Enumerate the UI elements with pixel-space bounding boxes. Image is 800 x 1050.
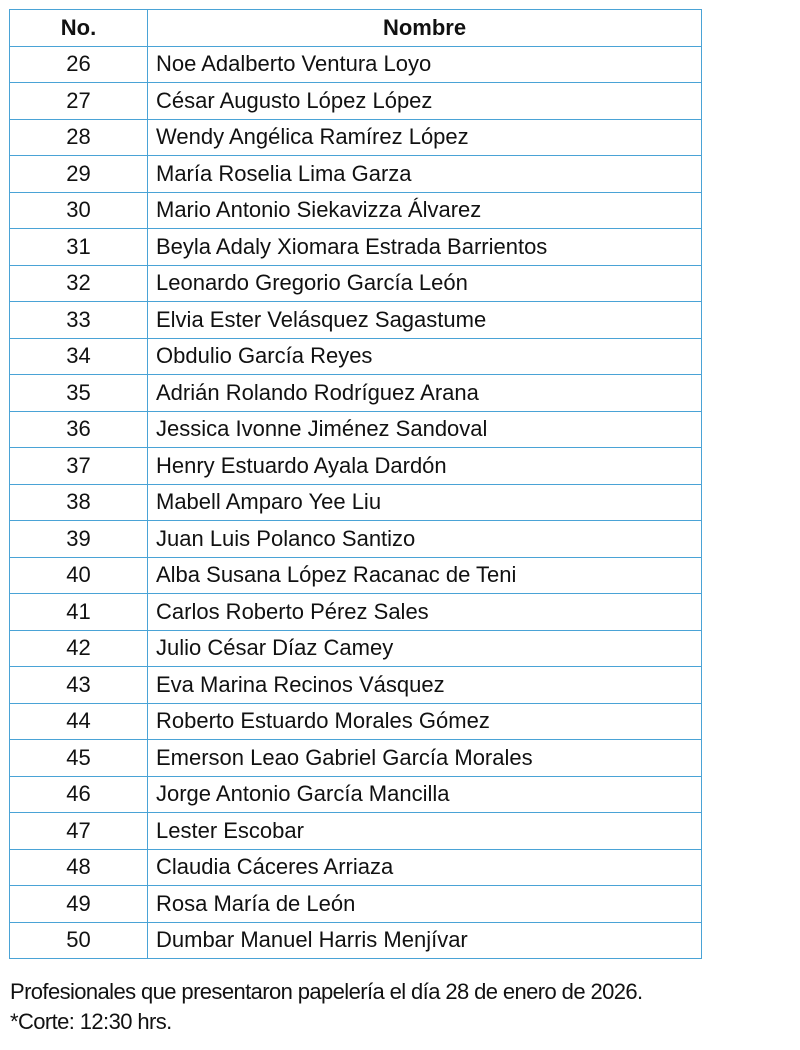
table-row xyxy=(10,886,702,923)
row-name: Eva Marina Recinos Vásquez xyxy=(148,667,702,704)
row-number: 46 xyxy=(10,776,148,813)
row-name: Jessica Ivonne Jiménez Sandoval xyxy=(148,411,702,448)
row-name: Elvia Ester Velásquez Sagastume xyxy=(148,302,702,339)
row-name: Leonardo Gregorio García León xyxy=(148,265,702,302)
row-number: 40 xyxy=(10,557,148,594)
row-number: 38 xyxy=(10,484,148,521)
table-row xyxy=(10,776,702,813)
table-row xyxy=(10,484,702,521)
row-name: Emerson Leao Gabriel García Morales xyxy=(148,740,702,777)
row-number: 34 xyxy=(10,338,148,375)
table-row xyxy=(10,740,702,777)
table-row xyxy=(10,922,702,959)
table-row xyxy=(10,265,702,302)
table-row xyxy=(10,411,702,448)
row-name: Alba Susana López Racanac de Teni xyxy=(148,557,702,594)
table-row xyxy=(10,83,702,120)
row-number: 44 xyxy=(10,703,148,740)
row-name: César Augusto López López xyxy=(148,83,702,120)
row-number: 48 xyxy=(10,849,148,886)
table-row xyxy=(10,521,702,558)
row-name: Wendy Angélica Ramírez López xyxy=(148,119,702,156)
row-name: Carlos Roberto Pérez Sales xyxy=(148,594,702,631)
table-row xyxy=(10,448,702,485)
row-name: Claudia Cáceres Arriaza xyxy=(148,849,702,886)
row-name: Juan Luis Polanco Santizo xyxy=(148,521,702,558)
row-number: 35 xyxy=(10,375,148,412)
row-number: 50 xyxy=(10,922,148,959)
table-header-row xyxy=(10,10,702,47)
row-number: 27 xyxy=(10,83,148,120)
row-name: Obdulio García Reyes xyxy=(148,338,702,375)
table-row xyxy=(10,119,702,156)
row-name: Jorge Antonio García Mancilla xyxy=(148,776,702,813)
table-row xyxy=(10,229,702,266)
row-name: Beyla Adaly Xiomara Estrada Barrientos xyxy=(148,229,702,266)
table-row xyxy=(10,813,702,850)
row-name: Lester Escobar xyxy=(148,813,702,850)
row-number: 31 xyxy=(10,229,148,266)
row-number: 39 xyxy=(10,521,148,558)
row-number: 47 xyxy=(10,813,148,850)
professionals-table xyxy=(9,9,702,959)
row-number: 49 xyxy=(10,886,148,923)
row-number: 26 xyxy=(10,46,148,83)
row-number: 32 xyxy=(10,265,148,302)
table-row xyxy=(10,849,702,886)
table-row xyxy=(10,302,702,339)
row-name: Henry Estuardo Ayala Dardón xyxy=(148,448,702,485)
footer-cutoff: *Corte: 12:30 hrs. xyxy=(10,1009,172,1034)
row-name: Dumbar Manuel Harris Menjívar xyxy=(148,922,702,959)
row-number: 42 xyxy=(10,630,148,667)
row-name: Mabell Amparo Yee Liu xyxy=(148,484,702,521)
table-row xyxy=(10,46,702,83)
table-row xyxy=(10,667,702,704)
table-row xyxy=(10,338,702,375)
row-name: Mario Antonio Siekavizza Álvarez xyxy=(148,192,702,229)
row-name: Julio César Díaz Camey xyxy=(148,630,702,667)
row-number: 43 xyxy=(10,667,148,704)
row-number: 28 xyxy=(10,119,148,156)
row-name: Noe Adalberto Ventura Loyo xyxy=(148,46,702,83)
row-number: 29 xyxy=(10,156,148,193)
table-row xyxy=(10,630,702,667)
table-row xyxy=(10,156,702,193)
row-number: 45 xyxy=(10,740,148,777)
row-number: 37 xyxy=(10,448,148,485)
row-number: 33 xyxy=(10,302,148,339)
row-number: 36 xyxy=(10,411,148,448)
table-row xyxy=(10,557,702,594)
table-row xyxy=(10,703,702,740)
row-number: 41 xyxy=(10,594,148,631)
row-name: Rosa María de León xyxy=(148,886,702,923)
row-name: Roberto Estuardo Morales Gómez xyxy=(148,703,702,740)
header-no: No. xyxy=(10,10,148,47)
table-row xyxy=(10,192,702,229)
row-name: María Roselia Lima Garza xyxy=(148,156,702,193)
header-name: Nombre xyxy=(148,10,702,47)
row-number: 30 xyxy=(10,192,148,229)
row-name: Adrián Rolando Rodríguez Arana xyxy=(148,375,702,412)
table-row xyxy=(10,594,702,631)
footer-note: Profesionales que presentaron papelería el día 28 de enero de 2026. xyxy=(10,979,643,1004)
table-row xyxy=(10,375,702,412)
